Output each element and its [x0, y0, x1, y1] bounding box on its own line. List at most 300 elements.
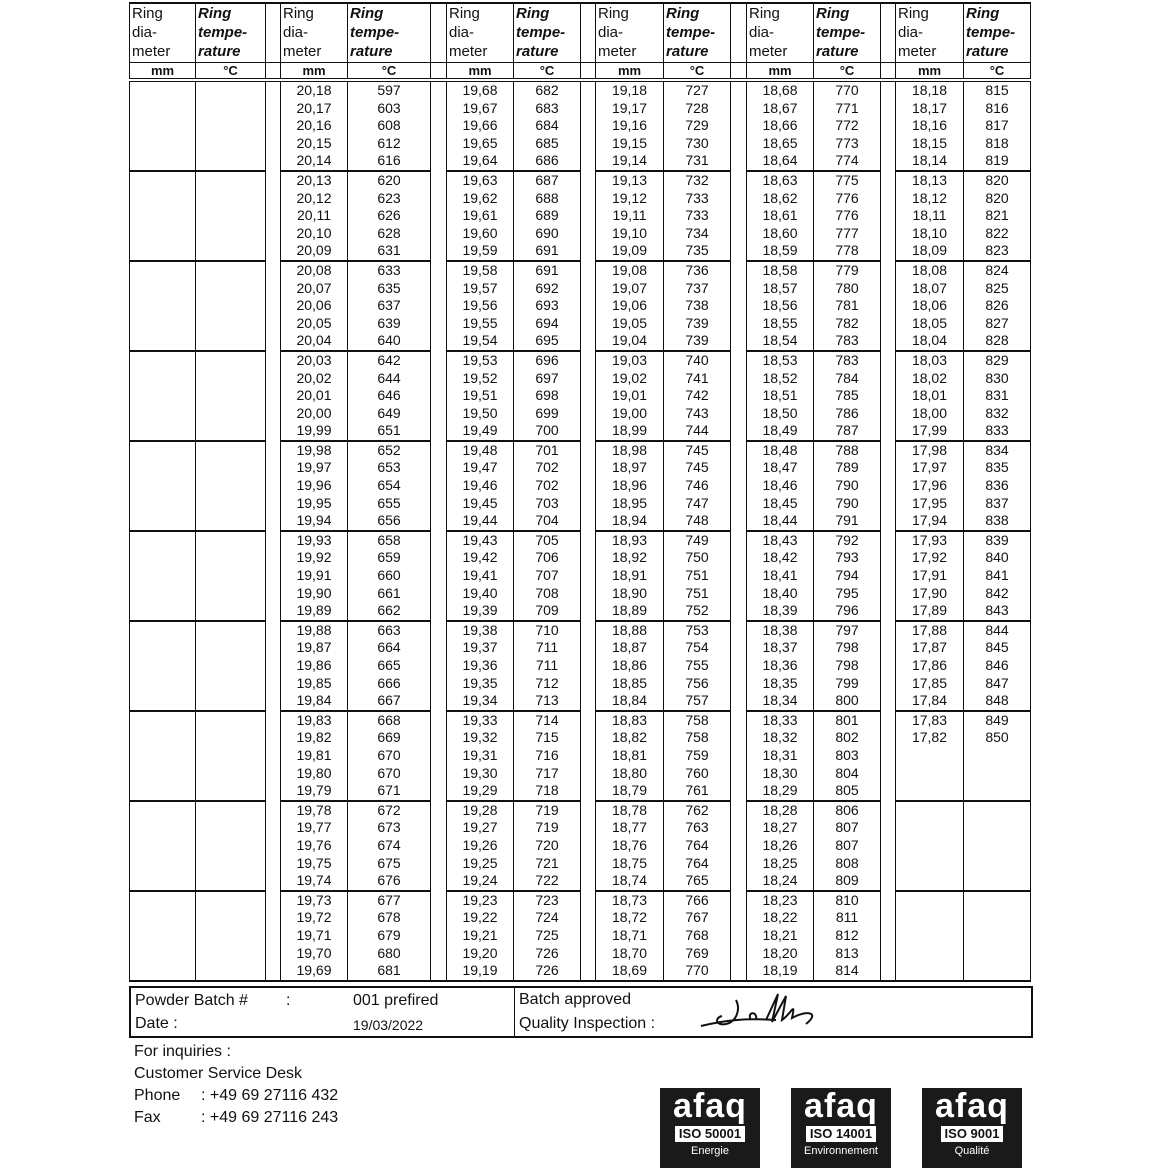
diameter-cell [130, 531, 196, 550]
header-text: Ring [966, 5, 1000, 22]
column-gap [581, 602, 596, 621]
header-diameter [281, 3, 348, 63]
diameter-cell: 18,25 [747, 855, 814, 873]
diameter-cell: 19,86 [281, 657, 348, 675]
diameter-cell [130, 837, 196, 855]
column-gap [881, 422, 896, 441]
diameter-cell [130, 711, 196, 730]
temperature-cell [196, 657, 266, 675]
column-gap [731, 280, 747, 298]
temperature-cell: 690 [514, 225, 581, 243]
temperature-cell: 680 [348, 945, 431, 963]
temperature-cell [196, 280, 266, 298]
unit-diameter: mm [447, 63, 514, 81]
diameter-cell: 19,74 [281, 872, 348, 891]
temperature-cell: 805 [814, 782, 881, 801]
column-gap [881, 225, 896, 243]
diameter-cell: 18,87 [596, 639, 664, 657]
column-gap [581, 891, 596, 910]
temperature-cell: 717 [514, 765, 581, 783]
temperature-cell: 745 [664, 441, 731, 460]
column-gap [266, 387, 281, 405]
temperature-cell: 674 [348, 837, 431, 855]
header-text: rature [666, 43, 709, 60]
diameter-cell: 19,18 [596, 80, 664, 100]
diameter-cell: 18,15 [896, 135, 964, 153]
unit-temperature: °C [514, 63, 581, 81]
column-gap [881, 261, 896, 280]
diameter-cell: 19,23 [447, 891, 514, 910]
temperature-cell: 649 [348, 405, 431, 423]
diameter-cell: 19,13 [596, 171, 664, 190]
column-gap [431, 297, 447, 315]
afaq-iso-9001-logo: afaq ISO 9001 Qualité [922, 1088, 1022, 1168]
temperature-cell: 729 [664, 117, 731, 135]
column-gap [431, 585, 447, 603]
column-gap [881, 872, 896, 891]
header-text: Ring [898, 5, 929, 22]
diameter-cell [130, 387, 196, 405]
diameter-cell [896, 837, 964, 855]
header-text: tempe- [198, 24, 248, 41]
temperature-cell: 631 [348, 242, 431, 261]
temperature-cell: 733 [664, 207, 731, 225]
diameter-cell [130, 692, 196, 711]
diameter-cell: 18,13 [896, 171, 964, 190]
diameter-cell: 19,81 [281, 747, 348, 765]
header-text: Ring [350, 5, 384, 22]
table-row [130, 602, 1031, 621]
diameter-cell: 18,20 [747, 945, 814, 963]
diameter-cell [130, 639, 196, 657]
column-gap [431, 891, 447, 910]
diameter-cell: 18,94 [596, 512, 664, 531]
column-gap [731, 100, 747, 118]
header-text: Ring [516, 5, 550, 22]
column-gap [881, 477, 896, 495]
table-row [130, 621, 1031, 640]
date-label: Date : [135, 1014, 178, 1032]
batch-colon: : [286, 991, 291, 1009]
temperature-cell: 751 [664, 585, 731, 603]
temperature-cell: 836 [964, 477, 1031, 495]
diameter-cell: 18,19 [747, 962, 814, 981]
header-temperature [196, 3, 266, 63]
temperature-cell: 716 [514, 747, 581, 765]
temperature-cell: 800 [814, 692, 881, 711]
header-text: rature [198, 43, 241, 60]
temperature-cell [196, 332, 266, 351]
diameter-cell: 18,95 [596, 495, 664, 513]
diameter-cell [130, 909, 196, 927]
temperature-cell: 726 [514, 945, 581, 963]
temperature-cell: 842 [964, 585, 1031, 603]
temperature-cell [196, 297, 266, 315]
column-gap [431, 711, 447, 730]
header-text: meter [898, 43, 937, 60]
diameter-cell: 19,84 [281, 692, 348, 711]
diameter-cell [130, 190, 196, 208]
diameter-cell [130, 819, 196, 837]
diameter-cell: 18,21 [747, 927, 814, 945]
diameter-cell: 18,70 [596, 945, 664, 963]
temperature-cell: 665 [348, 657, 431, 675]
temperature-cell: 785 [814, 387, 881, 405]
temperature-cell: 704 [514, 512, 581, 531]
inquiries-heading: For inquiries : [134, 1042, 231, 1060]
temperature-cell: 821 [964, 207, 1031, 225]
column-gap [431, 621, 447, 640]
header-diameter [596, 3, 664, 63]
column-gap [581, 621, 596, 640]
diameter-cell: 19,39 [447, 602, 514, 621]
diameter-cell: 19,38 [447, 621, 514, 640]
diameter-cell: 18,67 [747, 100, 814, 118]
temperature-cell: 720 [514, 837, 581, 855]
temperature-cell: 739 [664, 315, 731, 333]
header-temperature [814, 3, 881, 63]
column-gap [581, 63, 596, 81]
column-gap [266, 531, 281, 550]
diameter-cell: 18,99 [596, 422, 664, 441]
diameter-cell: 19,56 [447, 297, 514, 315]
diameter-cell [130, 261, 196, 280]
table-row [130, 765, 1031, 783]
diameter-cell: 18,96 [596, 477, 664, 495]
temperature-cell: 822 [964, 225, 1031, 243]
column-gap [266, 242, 281, 261]
diameter-cell: 19,17 [596, 100, 664, 118]
diameter-cell [130, 171, 196, 190]
diameter-cell: 18,14 [896, 152, 964, 171]
column-gap [431, 387, 447, 405]
temperature-cell: 757 [664, 692, 731, 711]
temperature-cell: 764 [664, 837, 731, 855]
diameter-cell: 19,91 [281, 567, 348, 585]
temperature-cell: 661 [348, 585, 431, 603]
column-gap [881, 692, 896, 711]
column-gap [881, 962, 896, 981]
diameter-cell: 19,31 [447, 747, 514, 765]
diameter-cell: 20,02 [281, 370, 348, 388]
temperature-cell: 725 [514, 927, 581, 945]
column-gap [881, 837, 896, 855]
diameter-cell: 18,06 [896, 297, 964, 315]
header-temperature [664, 3, 731, 63]
diameter-cell: 18,28 [747, 801, 814, 820]
table-row [130, 729, 1031, 747]
diameter-cell: 20,18 [281, 80, 348, 100]
header-text: tempe- [966, 24, 1016, 41]
diameter-cell: 19,61 [447, 207, 514, 225]
column-gap [266, 711, 281, 730]
column-gap [881, 909, 896, 927]
column-gap [881, 152, 896, 171]
temperature-cell [196, 549, 266, 567]
table-row [130, 332, 1031, 351]
header-diameter [130, 3, 196, 63]
temperature-cell [196, 477, 266, 495]
temperature-cell: 677 [348, 891, 431, 910]
diameter-cell: 19,52 [447, 370, 514, 388]
temperature-cell: 597 [348, 80, 431, 100]
column-gap [266, 171, 281, 190]
temperature-cell [196, 747, 266, 765]
header-text: rature [816, 43, 859, 60]
temperature-cell [196, 441, 266, 460]
table-row [130, 405, 1031, 423]
temperature-cell: 740 [664, 351, 731, 370]
diameter-cell: 18,32 [747, 729, 814, 747]
column-gap [266, 351, 281, 370]
diameter-cell: 20,11 [281, 207, 348, 225]
temperature-cell: 798 [814, 657, 881, 675]
diameter-cell: 18,44 [747, 512, 814, 531]
table-row [130, 297, 1031, 315]
table-row [130, 495, 1031, 513]
temperature-cell: 658 [348, 531, 431, 550]
diameter-cell [896, 891, 964, 910]
column-gap [881, 459, 896, 477]
diameter-cell: 19,33 [447, 711, 514, 730]
temperature-cell: 803 [814, 747, 881, 765]
temperature-cell: 701 [514, 441, 581, 460]
diameter-cell: 19,03 [596, 351, 664, 370]
column-gap [581, 422, 596, 441]
temperature-cell: 696 [514, 351, 581, 370]
diameter-cell: 19,88 [281, 621, 348, 640]
temperature-cell: 749 [664, 531, 731, 550]
column-gap [431, 261, 447, 280]
temperature-cell [196, 692, 266, 711]
diameter-cell: 18,35 [747, 675, 814, 693]
afaq-iso-14001-logo: afaq ISO 14001 Environnement [791, 1088, 891, 1168]
diameter-cell: 18,86 [596, 657, 664, 675]
temperature-cell: 827 [964, 315, 1031, 333]
temperature-cell: 793 [814, 549, 881, 567]
column-gap [431, 549, 447, 567]
diameter-cell: 18,07 [896, 280, 964, 298]
header-text: Ring [749, 5, 780, 22]
temperature-cell: 762 [664, 801, 731, 820]
temperature-cell: 818 [964, 135, 1031, 153]
table-row [130, 441, 1031, 460]
diameter-cell: 18,18 [896, 80, 964, 100]
diameter-cell: 19,10 [596, 225, 664, 243]
temperature-cell [196, 495, 266, 513]
temperature-cell: 823 [964, 242, 1031, 261]
diameter-cell: 20,07 [281, 280, 348, 298]
column-gap [266, 585, 281, 603]
column-gap [581, 242, 596, 261]
header-text: meter [283, 43, 322, 60]
diameter-cell: 19,71 [281, 927, 348, 945]
column-gap [731, 657, 747, 675]
temperature-cell: 783 [814, 332, 881, 351]
temperature-cell: 833 [964, 422, 1031, 441]
column-gap [266, 657, 281, 675]
temperature-cell: 685 [514, 135, 581, 153]
temperature-cell [196, 602, 266, 621]
column-gap [731, 190, 747, 208]
footer-divider [514, 988, 515, 1036]
temperature-cell: 849 [964, 711, 1031, 730]
column-gap [731, 135, 747, 153]
temperature-cell: 815 [964, 80, 1031, 100]
diameter-cell: 18,60 [747, 225, 814, 243]
diameter-cell: 19,85 [281, 675, 348, 693]
temperature-cell: 694 [514, 315, 581, 333]
column-gap [266, 747, 281, 765]
diameter-cell [130, 441, 196, 460]
column-gap [431, 225, 447, 243]
temperature-cell: 776 [814, 207, 881, 225]
column-gap [581, 585, 596, 603]
diameter-cell: 19,72 [281, 909, 348, 927]
diameter-cell [130, 657, 196, 675]
diameter-cell: 19,49 [447, 422, 514, 441]
diameter-cell [130, 512, 196, 531]
column-gap [431, 837, 447, 855]
temperature-cell: 679 [348, 927, 431, 945]
diameter-cell: 18,89 [596, 602, 664, 621]
temperature-cell: 799 [814, 675, 881, 693]
diameter-cell [130, 225, 196, 243]
table-row [130, 152, 1031, 171]
diameter-cell: 19,58 [447, 261, 514, 280]
temperature-cell: 745 [664, 459, 731, 477]
diameter-cell: 20,08 [281, 261, 348, 280]
temperature-cell [196, 512, 266, 531]
diameter-cell [130, 100, 196, 118]
column-gap [731, 872, 747, 891]
temperature-cell: 795 [814, 585, 881, 603]
diameter-cell: 19,37 [447, 639, 514, 657]
column-gap [731, 495, 747, 513]
diameter-cell [896, 801, 964, 820]
diameter-cell: 19,57 [447, 280, 514, 298]
diameter-cell: 17,82 [896, 729, 964, 747]
column-gap [581, 297, 596, 315]
table-row [130, 351, 1031, 370]
temperature-cell: 612 [348, 135, 431, 153]
column-gap [731, 477, 747, 495]
column-gap [431, 962, 447, 981]
temperature-cell: 711 [514, 657, 581, 675]
header-text: dia- [598, 24, 624, 41]
table-row [130, 747, 1031, 765]
diameter-cell [130, 280, 196, 298]
temperature-cell: 662 [348, 602, 431, 621]
column-gap [266, 872, 281, 891]
temperature-cell: 654 [348, 477, 431, 495]
column-gap [881, 602, 896, 621]
diameter-cell [130, 962, 196, 981]
diameter-cell: 18,42 [747, 549, 814, 567]
afaq-iso-50001-logo: afaq ISO 50001 Energie [660, 1088, 760, 1168]
temperature-cell [196, 117, 266, 135]
column-gap [266, 405, 281, 423]
diameter-cell: 18,16 [896, 117, 964, 135]
diameter-cell: 19,50 [447, 405, 514, 423]
diameter-cell: 19,99 [281, 422, 348, 441]
temperature-cell: 737 [664, 280, 731, 298]
column-gap [581, 549, 596, 567]
temperature-cell [964, 872, 1031, 891]
column-gap [731, 152, 747, 171]
table-row [130, 459, 1031, 477]
diameter-cell [130, 242, 196, 261]
temperature-cell [196, 80, 266, 100]
header-text: meter [449, 43, 488, 60]
diameter-cell: 18,37 [747, 639, 814, 657]
diameter-cell: 18,00 [896, 405, 964, 423]
diameter-cell: 18,90 [596, 585, 664, 603]
temperature-cell: 761 [664, 782, 731, 801]
temperature-cell: 726 [514, 962, 581, 981]
column-gap [731, 315, 747, 333]
column-gap [731, 675, 747, 693]
column-gap [731, 332, 747, 351]
diameter-cell: 19,87 [281, 639, 348, 657]
diameter-cell: 17,87 [896, 639, 964, 657]
diameter-cell: 19,35 [447, 675, 514, 693]
diameter-cell [130, 801, 196, 820]
column-gap [431, 512, 447, 531]
column-gap [266, 477, 281, 495]
column-gap [266, 675, 281, 693]
column-gap [581, 747, 596, 765]
column-gap [581, 459, 596, 477]
temperature-cell [196, 837, 266, 855]
diameter-cell: 19,32 [447, 729, 514, 747]
column-gap [881, 80, 896, 100]
temperature-cell: 691 [514, 261, 581, 280]
diameter-cell: 17,96 [896, 477, 964, 495]
temperature-cell [196, 171, 266, 190]
column-gap [731, 602, 747, 621]
column-gap [266, 909, 281, 927]
temperature-cell: 844 [964, 621, 1031, 640]
column-gap [731, 782, 747, 801]
column-gap [266, 459, 281, 477]
temperature-cell: 748 [664, 512, 731, 531]
temperature-cell: 780 [814, 280, 881, 298]
column-gap [266, 190, 281, 208]
diameter-cell: 18,40 [747, 585, 814, 603]
diameter-cell: 19,41 [447, 567, 514, 585]
temperature-cell: 754 [664, 639, 731, 657]
diameter-cell: 18,12 [896, 190, 964, 208]
column-gap [581, 135, 596, 153]
diameter-cell: 18,69 [596, 962, 664, 981]
temperature-cell: 751 [664, 567, 731, 585]
unit-diameter: mm [596, 63, 664, 81]
temperature-cell: 786 [814, 405, 881, 423]
column-gap [431, 657, 447, 675]
column-gap [881, 315, 896, 333]
column-gap [581, 405, 596, 423]
column-gap [731, 945, 747, 963]
diameter-cell: 19,69 [281, 962, 348, 981]
column-gap [431, 531, 447, 550]
diameter-cell: 18,71 [596, 927, 664, 945]
temperature-cell: 798 [814, 639, 881, 657]
diameter-cell: 18,38 [747, 621, 814, 640]
temperature-cell [196, 190, 266, 208]
temperature-cell: 807 [814, 837, 881, 855]
diameter-cell: 18,52 [747, 370, 814, 388]
